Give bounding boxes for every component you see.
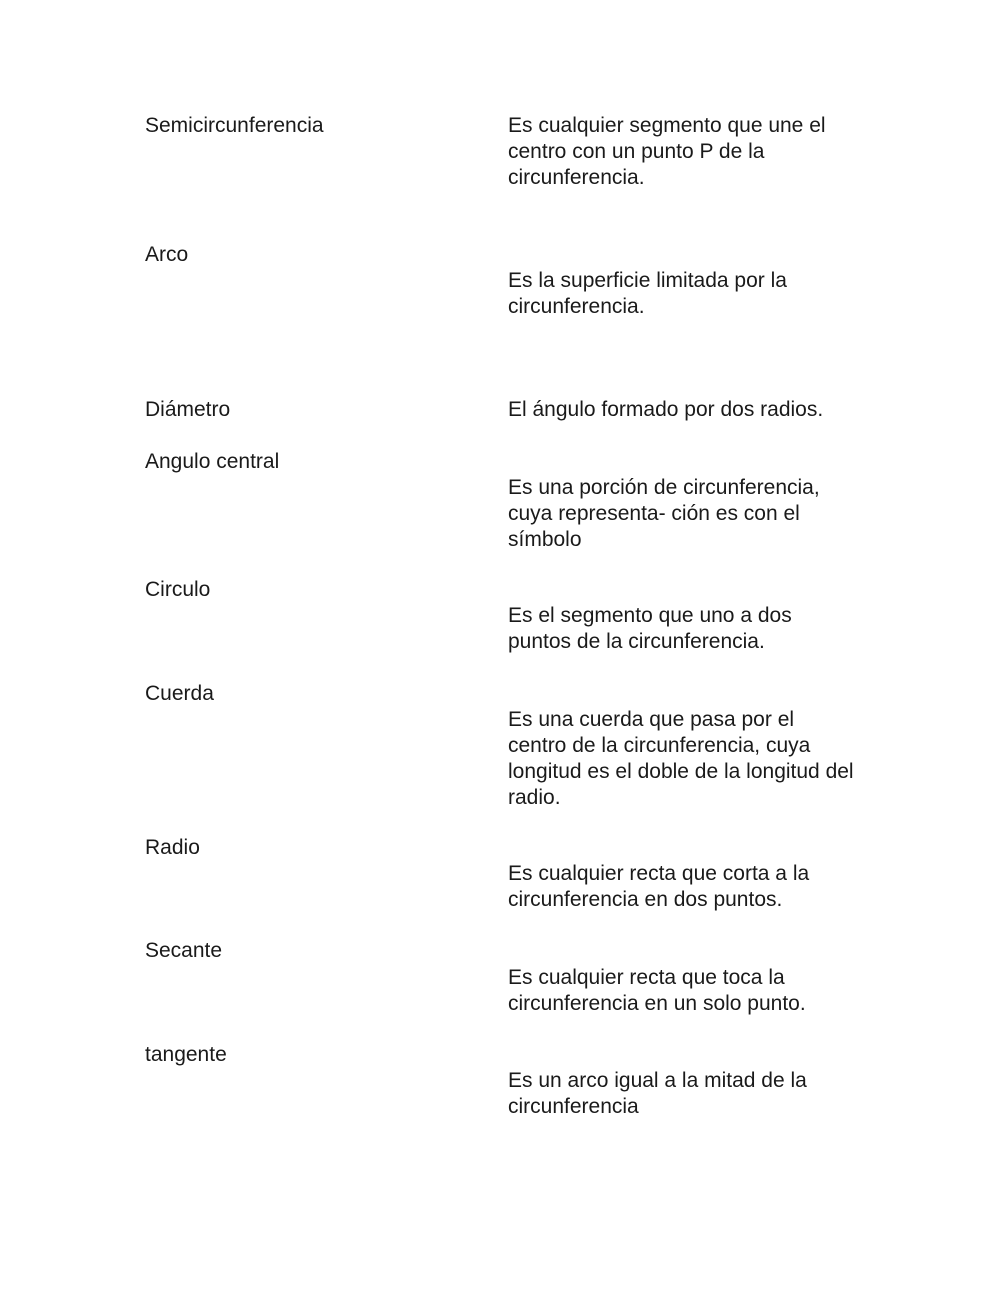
definition-radio[interactable]: Es cualquier segmento que une el centro con un punto P de la circunferencia. <box>508 114 826 189</box>
term-diametro[interactable]: Diámetro <box>145 398 231 421</box>
definition-angulo-central[interactable]: El ángulo formado por dos radios. <box>508 398 824 421</box>
definition-secante[interactable]: Es cualquier recta que corta a la circunferencia en dos puntos. <box>508 862 810 911</box>
term-circulo[interactable]: Circulo <box>145 578 211 601</box>
definition-circulo[interactable]: Es la superficie limitada por la circunferencia. <box>508 269 787 318</box>
definition-cuerda[interactable]: Es el segmento que uno a dos puntos de la circunferencia. <box>508 604 792 653</box>
term-tangente[interactable]: tangente <box>145 1043 227 1066</box>
definition-diametro[interactable]: Es una cuerda que pasa por el centro de la circunferencia, cuya longitud es el doble de la longitud del radio. <box>508 708 854 809</box>
definition-semicircunferencia[interactable]: Es un arco igual a la mitad de la circunferencia <box>508 1069 807 1118</box>
definition-tangente[interactable]: Es cualquier recta que toca la circunferencia en un solo punto. <box>508 966 806 1015</box>
term-secante[interactable]: Secante <box>145 939 223 962</box>
term-radio[interactable]: Radio <box>145 836 200 859</box>
definition-arco[interactable]: Es una porción de circunferencia, cuya representa- ción es con el símbolo <box>508 476 820 551</box>
term-arco[interactable]: Arco <box>145 243 189 266</box>
term-semicircunferencia[interactable]: Semicircunferencia <box>145 114 324 137</box>
term-angulo-central[interactable]: Angulo central <box>145 450 280 473</box>
term-cuerda[interactable]: Cuerda <box>145 682 214 705</box>
